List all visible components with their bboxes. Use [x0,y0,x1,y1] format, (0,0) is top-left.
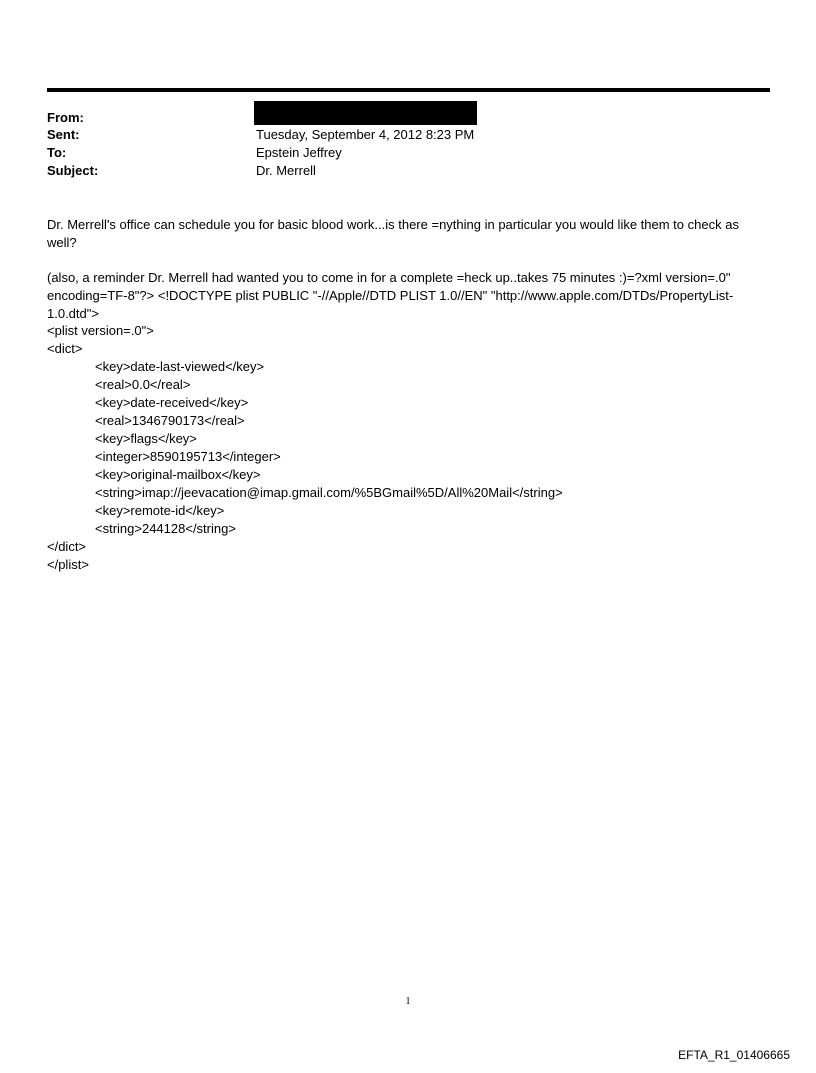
plist-block [47,322,563,574]
page-number: 1 [405,996,411,1007]
body-paragraph-2: (also, a reminder Dr. Merrell had wanted you to come in for a complete =heck up..takes 75 minutes :)=?xml version=.0" encoding=TF-8"?> <!DOCTYPE plist PUBLIC "-//Apple//DTD PLIST 1.0//EN" "http://www.apple.com/DTDs/PropertyList-1.0.dtd"> [47,270,734,321]
plist-close: </plist> [47,557,89,572]
to-value: Epstein Jeffrey [256,145,342,160]
subject-value: Dr. Merrell [256,163,316,178]
plist-line: <key>remote-id</key> [95,503,225,518]
redacted-sender [254,101,477,125]
subject-label: Subject: [47,163,99,178]
plist-line: <real>1346790173</real> [95,413,245,428]
to-label: To: [47,145,67,160]
plist-line: <integer>8590195713</integer> [95,449,281,464]
from-label: From: [47,110,84,125]
body-paragraph-1: Dr. Merrell's office can schedule you for basic blood work...is there =nything in particular you would like them to check as well? [47,217,739,250]
plist-line: <key>date-received</key> [95,395,249,410]
dict-close: </dict> [47,539,87,554]
plist-line: <key>original-mailbox</key> [95,467,261,482]
header-rule [47,88,770,92]
plist-line: <string>imap://jeevacation@imap.gmail.com/%5BGmail%5D/All%20Mail</string> [95,485,563,500]
sent-label: Sent: [47,127,80,142]
plist-open: <plist version=.0"> [47,323,154,338]
plist-line: <string>244128</string> [95,521,236,536]
dict-open: <dict> [47,341,83,356]
sent-value: Tuesday, September 4, 2012 8:23 PM [256,127,475,142]
plist-line: <real>0.0</real> [95,377,191,392]
plist-line: <key>date-last-viewed</key> [95,359,265,374]
plist-line: <key>flags</key> [95,431,197,446]
document-id: EFTA_R1_01406665 [678,1048,790,1062]
